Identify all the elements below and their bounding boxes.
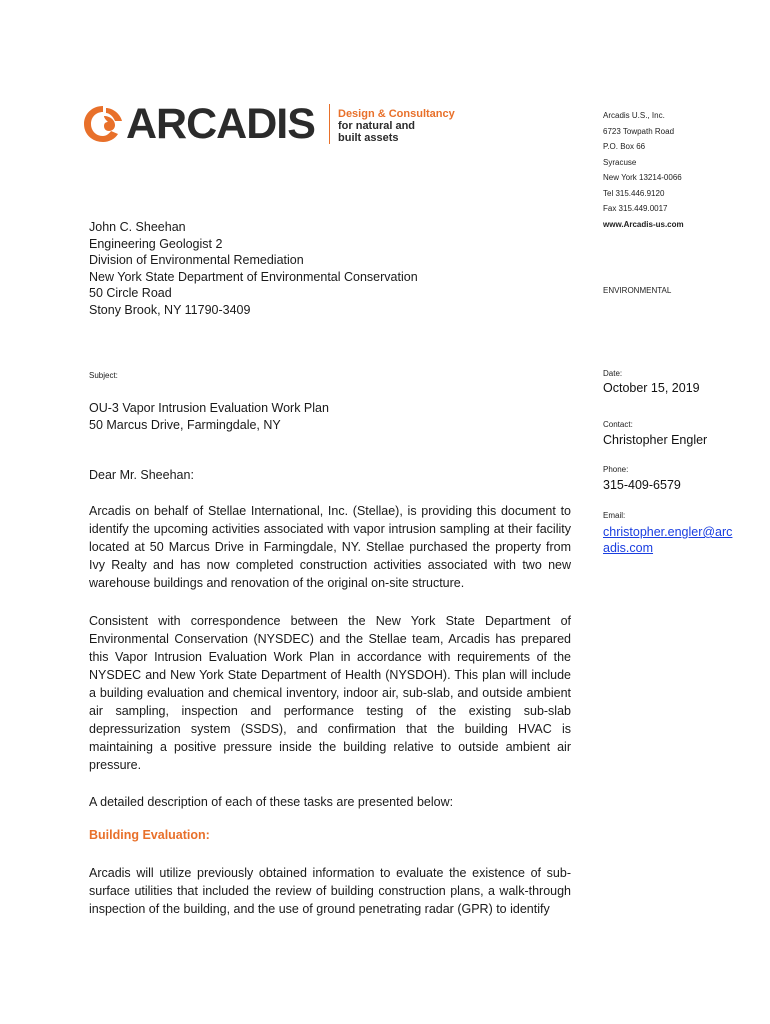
company-name: Arcadis U.S., Inc. <box>603 111 665 120</box>
arcadis-logo-mark <box>82 104 124 144</box>
recipient-division: Division of Environmental Remediation <box>89 253 304 267</box>
company-address-block <box>603 108 763 232</box>
company-state-zip: New York 13214-0066 <box>603 173 682 182</box>
division-label: ENVIRONMENTAL <box>603 286 672 295</box>
recipient-block <box>89 219 418 318</box>
company-city: Syracuse <box>603 157 637 167</box>
recipient-address: 50 Circle Road <box>89 286 172 300</box>
recipient-agency: New York State Department of Environmental Conservation <box>89 269 418 284</box>
paragraph-1: Arcadis on behalf of Stellae International, Inc. (Stellae), is providing this document to identify the upcoming activities associated with vapor intrusion sampling at their facility located at 50 Marcus Drive in Farmingdale, NY. Stellae purchased the property from Ivy Realty and has now completed construction activities associated with two new warehouse buildings and renovation of the original on-site structure. <box>89 504 571 590</box>
logo-tagline <box>338 108 455 144</box>
company-website[interactable]: www.Arcadis-us.com <box>603 219 684 229</box>
recipient-name: John C. Sheehan <box>89 220 186 234</box>
tagline-line-3: built assets <box>338 132 399 144</box>
company-fax: Fax 315.449.0017 <box>603 204 668 213</box>
company-tel: Tel 315.446.9120 <box>603 188 665 198</box>
subject-label: Subject: <box>89 371 118 380</box>
subject-block <box>89 400 329 433</box>
paragraph-4: Arcadis will utilize previously obtained information to evaluate the existence of sub-surface utilities that included the review of building construction plans, a walk-through inspection of the building, and the use of ground penetrating radar (GPR) to identify <box>89 866 571 916</box>
subject-line-1: OU-3 Vapor Intrusion Evaluation Work Plan <box>89 401 329 415</box>
greeting: Dear Mr. Sheehan: <box>89 468 194 482</box>
email-label: Email: <box>603 511 626 520</box>
email-line-1[interactable]: christopher.engler@arc <box>603 525 733 539</box>
company-street: 6723 Towpath Road <box>603 126 675 136</box>
tagline-line-1: Design & Consultancy <box>338 108 455 120</box>
logo-divider <box>329 104 330 144</box>
paragraph-2: Consistent with correspondence between the New York State Department of Environmental Conservation (NYSDEC) and the Stellae team, Arcadis has prepared this Vapor Intrusion Evaluation Work Plan in accordance with requirements of the NYSDEC and New York State Department of Health (NYSDOH). This plan will include a building evaluation and chemical inventory, indoor air, sub-slab, and outside ambient air sampling, inspection and performance testing of the existing sub-slab depressurization system (SSDS), and confirmation that the building HVAC is maintaining a positive pressure inside the building relative to outside ambient air pressure. <box>89 614 571 772</box>
email-link[interactable] <box>603 524 763 556</box>
company-po-box: P.O. Box 66 <box>603 142 646 151</box>
recipient-title: Engineering Geologist 2 <box>89 236 223 251</box>
date-value: October 15, 2019 <box>603 381 700 395</box>
subject-line-2: 50 Marcus Drive, Farmingdale, NY <box>89 417 281 432</box>
arcadis-wordmark: ARCADIS <box>126 100 315 148</box>
paragraph-3: A detailed description of each of these tasks are presented below: <box>89 795 454 809</box>
tagline-line-2: for natural and <box>338 120 416 132</box>
contact-value: Christopher Engler <box>603 433 708 447</box>
date-label: Date: <box>603 369 623 378</box>
section-heading-building-evaluation: Building Evaluation: <box>89 828 210 842</box>
contact-label: Contact: <box>603 420 633 429</box>
recipient-city: Stony Brook, NY 11790-3409 <box>89 302 251 317</box>
email-line-2[interactable]: adis.com <box>603 541 654 555</box>
phone-value: 315-409-6579 <box>603 478 681 492</box>
phone-label: Phone: <box>603 465 629 474</box>
